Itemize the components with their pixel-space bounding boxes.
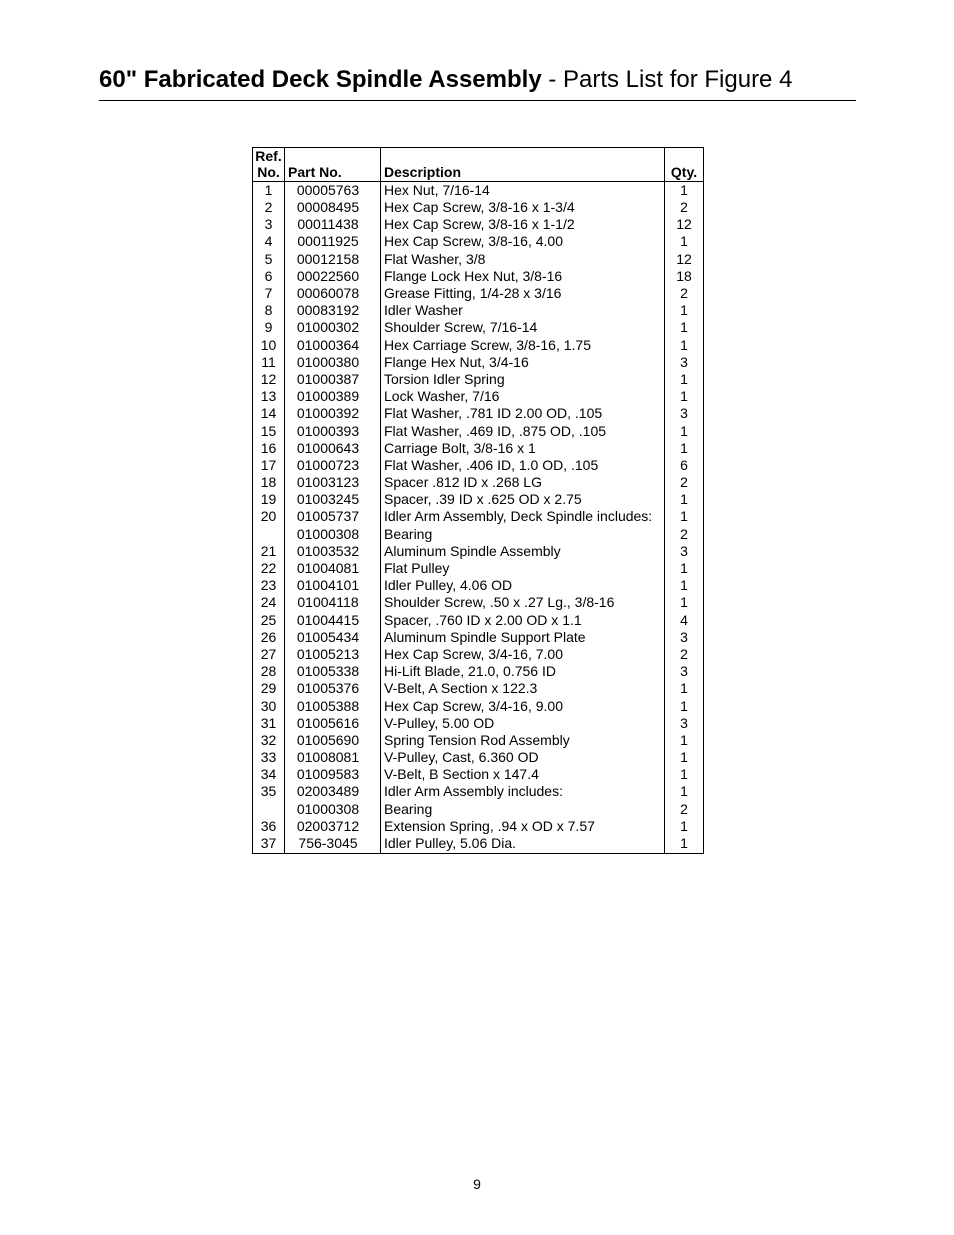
description-cell: Spacer, .39 ID x .625 OD x 2.75: [381, 491, 665, 508]
part-number-cell: 01005376: [285, 680, 381, 697]
part-number-cell: 01000723: [285, 457, 381, 474]
table-row: [253, 388, 704, 405]
part-number-cell: 01009583: [285, 766, 381, 783]
table-row: [253, 216, 704, 233]
table-row: [253, 508, 704, 525]
page-number: 9: [473, 1176, 481, 1192]
part-number-cell: 01005434: [285, 629, 381, 646]
table-row: [253, 440, 704, 457]
parts-list-table: [252, 147, 704, 854]
ref-number-cell: 1: [264, 182, 273, 198]
ref-number-cell: 6: [264, 267, 273, 284]
table-row: [253, 354, 704, 371]
quantity-cell: 1: [665, 680, 704, 697]
description-cell: Spacer .812 ID x .268 LG: [381, 474, 665, 491]
description-cell: V-Pulley, Cast, 6.360 OD: [381, 749, 665, 766]
part-number-cell: 00083192: [285, 302, 381, 319]
quantity-cell: 2: [665, 526, 704, 543]
table-row: [253, 629, 704, 646]
description-cell: Hi-Lift Blade, 21.0, 0.756 ID: [381, 663, 665, 680]
ref-number-cell: 24: [260, 594, 277, 611]
ref-number-cell: 12: [260, 370, 277, 387]
quantity-cell: 1: [665, 835, 704, 854]
page-title: [99, 64, 856, 96]
description-cell: Aluminum Spindle Support Plate: [381, 629, 665, 646]
description-cell: V-Belt, A Section x 122.3: [381, 680, 665, 697]
table-row: [253, 474, 704, 491]
quantity-cell: 1: [665, 508, 704, 525]
part-number-cell: 01003245: [285, 491, 381, 508]
quantity-cell: 1: [665, 371, 704, 388]
part-number-cell: 00012158: [285, 251, 381, 268]
description-cell: Flange Hex Nut, 3/4-16: [381, 354, 665, 371]
column-header-part-no: Part No.: [285, 148, 381, 182]
part-number-cell: 01000392: [285, 405, 381, 422]
ref-number-cell: 26: [260, 628, 277, 645]
table-row: [253, 783, 704, 800]
description-cell: Extension Spring, .94 x OD x 7.57: [381, 818, 665, 835]
table-row: [253, 835, 704, 854]
ref-number-cell: 8: [264, 302, 273, 319]
column-header-ref-line2: No.: [257, 164, 280, 180]
table-row: [253, 594, 704, 611]
quantity-cell: 1: [665, 577, 704, 594]
part-number-cell: 01000643: [285, 440, 381, 457]
description-cell: Idler Arm Assembly includes:: [381, 783, 665, 800]
quantity-cell: 3: [665, 354, 704, 371]
description-cell: Shoulder Screw, .50 x .27 Lg., 3/8-16: [381, 594, 665, 611]
description-cell: V-Belt, B Section x 147.4: [381, 766, 665, 783]
table-row: [253, 818, 704, 835]
ref-number-cell: 15: [260, 422, 277, 439]
table-row: [253, 371, 704, 388]
part-number-cell: 01003123: [285, 474, 381, 491]
table-row: [253, 199, 704, 216]
ref-number-cell: 10: [260, 336, 277, 353]
table-row: [253, 697, 704, 714]
description-cell: Idler Washer: [381, 302, 665, 319]
quantity-cell: 12: [665, 251, 704, 268]
part-number-cell: 01000380: [285, 354, 381, 371]
part-number-cell: 01004081: [285, 560, 381, 577]
ref-number-cell: [253, 526, 285, 543]
part-number-cell: 01000387: [285, 371, 381, 388]
part-number-cell: 02003489: [285, 783, 381, 800]
table-row: [253, 319, 704, 336]
table-row: [253, 732, 704, 749]
table-row: [253, 577, 704, 594]
table-row: [253, 491, 704, 508]
description-cell: Idler Pulley, 4.06 OD: [381, 577, 665, 594]
ref-number-cell: 37: [260, 834, 277, 851]
table-row: [253, 749, 704, 766]
table-row: [253, 405, 704, 422]
part-number-cell: 00022560: [285, 268, 381, 285]
table-row: [253, 268, 704, 285]
part-number-cell: 00060078: [285, 285, 381, 302]
quantity-cell: 1: [665, 560, 704, 577]
part-number-cell: 01000302: [285, 319, 381, 336]
description-cell: Flat Washer, .406 ID, 1.0 OD, .105: [381, 457, 665, 474]
ref-number-cell: 4: [264, 233, 273, 250]
description-cell: Spring Tension Rod Assembly: [381, 732, 665, 749]
table-row: [253, 543, 704, 560]
ref-number-cell: 36: [260, 817, 277, 834]
ref-number-cell: 22: [260, 560, 277, 577]
description-cell: Flange Lock Hex Nut, 3/8-16: [381, 268, 665, 285]
part-number-cell: 01005616: [285, 715, 381, 732]
description-cell: Torsion Idler Spring: [381, 371, 665, 388]
ref-number-cell: 17: [260, 456, 277, 473]
page-title-rest: - Parts List for Figure 4: [541, 66, 793, 93]
table-row: [253, 526, 704, 543]
quantity-cell: 1: [665, 440, 704, 457]
ref-number-cell: 7: [264, 285, 273, 302]
ref-number-cell: 33: [260, 749, 277, 766]
quantity-cell: 1: [665, 818, 704, 835]
table-row: [253, 663, 704, 680]
quantity-cell: 2: [665, 801, 704, 818]
description-cell: Hex Nut, 7/16-14: [381, 182, 665, 200]
quantity-cell: 3: [665, 543, 704, 560]
part-number-cell: 00011438: [285, 216, 381, 233]
description-cell: Grease Fitting, 1/4-28 x 3/16: [381, 285, 665, 302]
part-number-cell: 01000308: [285, 526, 381, 543]
description-cell: Hex Cap Screw, 3/4-16, 7.00: [381, 646, 665, 663]
column-header-qty: Qty.: [665, 148, 704, 182]
table-row: [253, 560, 704, 577]
ref-number-cell: 19: [260, 491, 277, 508]
quantity-cell: 18: [665, 268, 704, 285]
ref-number-cell: 21: [260, 542, 277, 559]
part-number-cell: 01000364: [285, 337, 381, 354]
parts-table-body: [253, 182, 704, 854]
quantity-cell: 1: [665, 491, 704, 508]
table-row: [253, 233, 704, 250]
quantity-cell: 1: [665, 732, 704, 749]
description-cell: V-Pulley, 5.00 OD: [381, 715, 665, 732]
part-number-cell: 01000389: [285, 388, 381, 405]
column-header-description: Description: [381, 148, 665, 182]
description-cell: Hex Cap Screw, 3/8-16, 4.00: [381, 233, 665, 250]
ref-number-cell: [253, 801, 285, 818]
ref-number-cell: 35: [260, 783, 277, 800]
ref-number-cell: 14: [260, 405, 277, 422]
part-number-cell: 01003532: [285, 543, 381, 560]
part-number-cell: 00011925: [285, 233, 381, 250]
part-number-cell: 01004415: [285, 612, 381, 629]
ref-number-cell: 13: [260, 388, 277, 405]
quantity-cell: 3: [665, 715, 704, 732]
quantity-cell: 3: [665, 663, 704, 680]
column-header-ref: [253, 148, 285, 182]
ref-number-cell: 18: [260, 474, 277, 491]
title-divider: [99, 100, 856, 101]
description-cell: Flat Washer, 3/8: [381, 251, 665, 268]
ref-number-cell: 30: [260, 697, 277, 714]
description-cell: Bearing: [381, 801, 665, 818]
table-row: [253, 182, 704, 200]
part-number-cell: 01005213: [285, 646, 381, 663]
description-cell: Shoulder Screw, 7/16-14: [381, 319, 665, 336]
description-cell: Idler Arm Assembly, Deck Spindle includes:: [381, 508, 665, 525]
part-number-cell: 01005338: [285, 663, 381, 680]
ref-number-cell: 28: [260, 663, 277, 680]
description-cell: Hex Cap Screw, 3/4-16, 9.00: [381, 697, 665, 714]
description-cell: Carriage Bolt, 3/8-16 x 1: [381, 440, 665, 457]
description-cell: Bearing: [381, 526, 665, 543]
table-row: [253, 422, 704, 439]
ref-number-cell: 27: [260, 645, 277, 662]
description-cell: Aluminum Spindle Assembly: [381, 543, 665, 560]
table-row: [253, 801, 704, 818]
part-number-cell: 01008081: [285, 749, 381, 766]
description-cell: Flat Washer, .469 ID, .875 OD, .105: [381, 422, 665, 439]
part-number-cell: 01000393: [285, 422, 381, 439]
table-row: [253, 337, 704, 354]
part-number-cell: 01004101: [285, 577, 381, 594]
ref-number-cell: 16: [260, 439, 277, 456]
quantity-cell: 3: [665, 629, 704, 646]
quantity-cell: 2: [665, 474, 704, 491]
ref-number-cell: 32: [260, 731, 277, 748]
quantity-cell: 1: [665, 233, 704, 250]
quantity-cell: 1: [665, 182, 704, 200]
quantity-cell: 1: [665, 594, 704, 611]
description-cell: Hex Cap Screw, 3/8-16 x 1-3/4: [381, 199, 665, 216]
quantity-cell: 12: [665, 216, 704, 233]
description-cell: Flat Washer, .781 ID 2.00 OD, .105: [381, 405, 665, 422]
table-row: [253, 457, 704, 474]
quantity-cell: 1: [665, 319, 704, 336]
quantity-cell: 1: [665, 749, 704, 766]
table-row: [253, 285, 704, 302]
ref-number-cell: 20: [260, 508, 277, 525]
part-number-cell: 01004118: [285, 594, 381, 611]
column-header-ref-line1: Ref.: [255, 148, 282, 164]
part-number-cell: 01000308: [285, 801, 381, 818]
table-row: [253, 302, 704, 319]
quantity-cell: 6: [665, 457, 704, 474]
description-cell: Spacer, .760 ID x 2.00 OD x 1.1: [381, 612, 665, 629]
quantity-cell: 2: [665, 646, 704, 663]
page-title-bold: 60" Fabricated Deck Spindle Assembly: [99, 66, 542, 93]
quantity-cell: 1: [665, 388, 704, 405]
ref-number-cell: 3: [264, 216, 273, 233]
quantity-cell: 2: [665, 199, 704, 216]
quantity-cell: 2: [665, 285, 704, 302]
quantity-cell: 1: [665, 697, 704, 714]
ref-number-cell: 25: [260, 611, 277, 628]
table-header-row: [253, 148, 704, 182]
table-row: [253, 612, 704, 629]
table-row: [253, 680, 704, 697]
description-cell: Hex Carriage Screw, 3/8-16, 1.75: [381, 337, 665, 354]
quantity-cell: 1: [665, 422, 704, 439]
ref-number-cell: 31: [260, 714, 277, 731]
description-cell: Idler Pulley, 5.06 Dia.: [381, 835, 665, 854]
part-number-cell: 756-3045: [285, 835, 381, 854]
quantity-cell: 4: [665, 612, 704, 629]
description-cell: Lock Washer, 7/16: [381, 388, 665, 405]
ref-number-cell: 2: [264, 199, 273, 216]
ref-number-cell: 23: [260, 577, 277, 594]
table-row: [253, 251, 704, 268]
quantity-cell: 1: [665, 766, 704, 783]
part-number-cell: 02003712: [285, 818, 381, 835]
table-row: [253, 766, 704, 783]
part-number-cell: 01005737: [285, 508, 381, 525]
quantity-cell: 1: [665, 302, 704, 319]
part-number-cell: 00005763: [285, 182, 381, 200]
quantity-cell: 1: [665, 337, 704, 354]
ref-number-cell: 34: [260, 766, 277, 783]
ref-number-cell: 29: [260, 680, 277, 697]
part-number-cell: 01005690: [285, 732, 381, 749]
part-number-cell: 01005388: [285, 697, 381, 714]
description-cell: Flat Pulley: [381, 560, 665, 577]
ref-number-cell: 9: [264, 319, 273, 336]
quantity-cell: 3: [665, 405, 704, 422]
ref-number-cell: 5: [264, 250, 273, 267]
table-row: [253, 646, 704, 663]
table-row: [253, 715, 704, 732]
part-number-cell: 00008495: [285, 199, 381, 216]
ref-number-cell: 11: [261, 353, 276, 370]
quantity-cell: 1: [665, 783, 704, 800]
description-cell: Hex Cap Screw, 3/8-16 x 1-1/2: [381, 216, 665, 233]
